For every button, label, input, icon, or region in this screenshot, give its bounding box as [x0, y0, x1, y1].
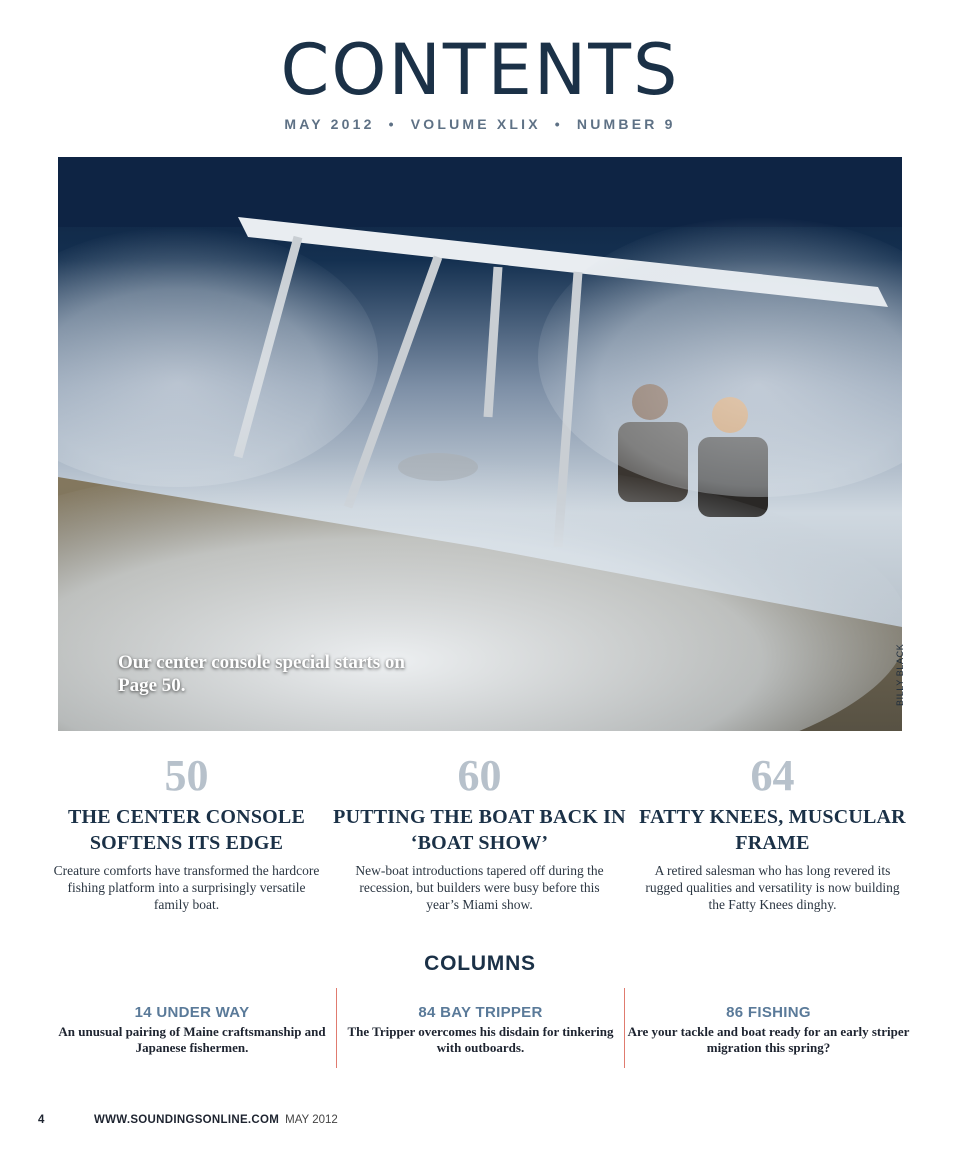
spray-cloud — [58, 227, 378, 487]
feature-headline[interactable]: PUTTING THE BOAT BACK IN ‘BOAT SHOW’ — [333, 806, 626, 854]
page-footer — [38, 1114, 918, 1126]
feature-list — [40, 752, 920, 913]
issue-info — [0, 116, 960, 132]
column-description: The Tripper overcomes his disdain for tinkering with outboards. — [347, 1024, 614, 1055]
dark-sea — [58, 157, 902, 227]
column-heading[interactable]: 86 FISHING — [726, 1004, 811, 1021]
issue-volume: VOLUME XLIX — [410, 116, 541, 132]
issue-number: NUMBER 9 — [576, 116, 676, 132]
column-heading[interactable]: 84 BAY TRIPPER — [418, 1004, 543, 1021]
feature-description: Creature comforts have transformed the hardcore fishing platform into a surprisingly versatile family boat. — [53, 863, 320, 912]
page-number: 4 — [38, 1114, 45, 1126]
feature-page-number: 50 — [164, 751, 209, 800]
photo-caption: Our center console special starts on Page 50. — [118, 652, 405, 696]
column-heading[interactable]: 14 UNDER WAY — [134, 1004, 250, 1021]
photo-credit: BILLY BLACK — [895, 643, 905, 706]
feature-item[interactable] — [626, 752, 919, 913]
column-item[interactable] — [48, 988, 336, 1068]
feature-page-number: 60 — [457, 751, 502, 800]
cover-photo — [58, 157, 902, 731]
issue-month: MAY 2012 — [284, 116, 375, 132]
boat-illustration — [58, 157, 902, 731]
separator-dot: • — [388, 116, 397, 132]
website-link[interactable]: WWW.SOUNDINGSONLINE.COM — [94, 1114, 280, 1126]
columns-heading: COLUMNS — [424, 952, 536, 975]
feature-headline[interactable]: THE CENTER CONSOLE SOFTENS ITS EDGE — [68, 806, 305, 854]
separator-dot: • — [554, 116, 563, 132]
column-item[interactable] — [336, 988, 624, 1068]
feature-headline[interactable]: FATTY KNEES, MUSCULAR FRAME — [639, 806, 906, 854]
column-description: An unusual pairing of Maine craftsmanship and Japanese fishermen. — [58, 1024, 326, 1055]
column-item[interactable] — [624, 988, 912, 1068]
feature-item[interactable] — [333, 752, 626, 913]
column-description: Are your tackle and boat ready for an early striper migration this spring? — [627, 1024, 910, 1055]
feature-description: A retired salesman who has long revered its rugged qualities and versatility is now building the Fatty Knees dinghy. — [645, 863, 900, 912]
footer-issue: MAY 2012 — [285, 1114, 338, 1126]
feature-page-number: 64 — [750, 751, 795, 800]
column-list — [48, 988, 912, 1068]
page-title: CONTENTS — [280, 29, 680, 111]
feature-description: New-boat introductions tapered off during the recession, but builders were busy before this year’s Miami show. — [355, 863, 604, 912]
feature-item[interactable] — [40, 752, 333, 913]
